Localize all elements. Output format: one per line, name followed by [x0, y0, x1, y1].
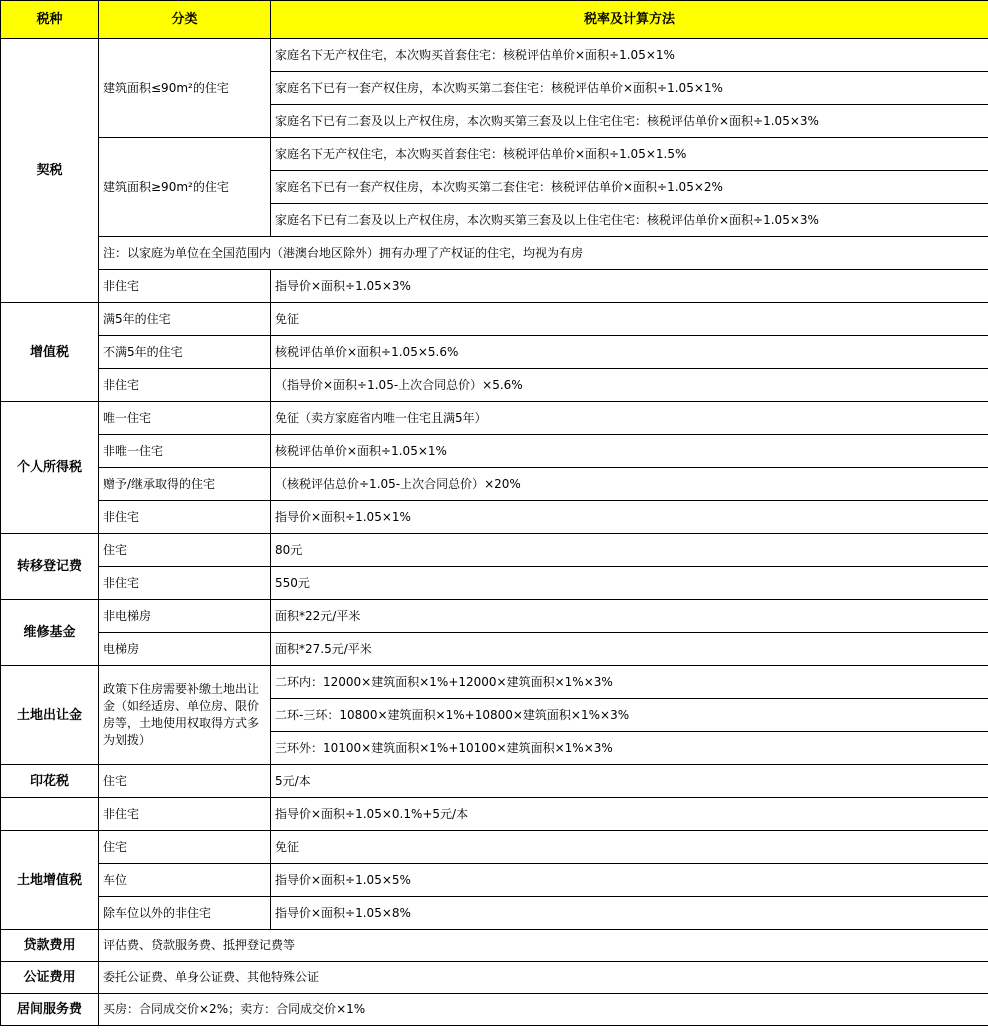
header-tax-type: 税种 — [1, 1, 99, 39]
rate-cell: 指导价×面积÷1.05×1% — [271, 501, 988, 534]
fee-detail-cell: 委托公证费、单身公证费、其他特殊公证 — [99, 962, 988, 994]
header-row — [1, 1, 988, 39]
rate-cell: 免征 — [271, 831, 988, 864]
header-category: 分类 — [99, 1, 271, 39]
table-row — [1, 39, 988, 72]
table-row — [1, 994, 988, 1026]
table-row — [1, 962, 988, 994]
rate-cell: 家庭名下已有二套及以上产权住房，本次购买第三套及以上住宅住宅：核税评估单价×面积÷1.05×3% — [271, 105, 988, 138]
rate-cell: 5元/本 — [271, 765, 988, 798]
table-row — [1, 435, 988, 468]
tax-name-transfer: 转移登记费 — [1, 534, 99, 600]
rate-cell: （核税评估总价÷1.05-上次合同总价）×20% — [271, 468, 988, 501]
category-cell: 非住宅 — [99, 567, 271, 600]
category-cell: 满5年的住宅 — [99, 303, 271, 336]
tax-name-loan: 贷款费用 — [1, 930, 99, 962]
table-row — [1, 369, 988, 402]
empty-cell — [1, 798, 99, 831]
rate-cell: 指导价×面积÷1.05×3% — [271, 270, 988, 303]
rate-cell: 二环-三环：10800×建筑面积×1%+10800×建筑面积×1%×3% — [271, 699, 988, 732]
table-row — [1, 567, 988, 600]
table-row — [1, 336, 988, 369]
category-cell: 唯一住宅 — [99, 402, 271, 435]
category-cell: 除车位以外的非住宅 — [99, 897, 271, 930]
rate-cell: 二环内：12000×建筑面积×1%+12000×建筑面积×1%×3% — [271, 666, 988, 699]
header-rate-method: 税率及计算方法 — [271, 1, 988, 39]
table-row — [1, 270, 988, 303]
rate-cell: 550元 — [271, 567, 988, 600]
tax-name-land-vat: 土地增值税 — [1, 831, 99, 930]
category-cell: 电梯房 — [99, 633, 271, 666]
category-cell: 政策下住房需要补缴土地出让金（如经适房、单位房、限价房等，土地使用权取得方式多为划拨） — [99, 666, 271, 765]
rate-cell: 家庭名下已有一套产权住房，本次购买第二套住宅：核税评估单价×面积÷1.05×1% — [271, 72, 988, 105]
tax-name-vat: 增值税 — [1, 303, 99, 402]
table-row — [1, 765, 988, 798]
rate-cell: 核税评估单价×面积÷1.05×1% — [271, 435, 988, 468]
rate-cell: 面积*27.5元/平米 — [271, 633, 988, 666]
rate-cell: （指导价×面积÷1.05-上次合同总价）×5.6% — [271, 369, 988, 402]
table-row — [1, 303, 988, 336]
fee-detail-cell: 买房：合同成交价×2%；卖方：合同成交价×1% — [99, 994, 988, 1026]
table-row — [1, 798, 988, 831]
tax-name-agency: 居间服务费 — [1, 994, 99, 1026]
deed-note: 注：以家庭为单位在全国范围内（港澳台地区除外）拥有办理了产权证的住宅，均视为有房 — [99, 237, 988, 270]
table-row — [1, 831, 988, 864]
rate-cell: 家庭名下无产权住宅，本次购买首套住宅：核税评估单价×面积÷1.05×1.5% — [271, 138, 988, 171]
category-cell: 住宅 — [99, 831, 271, 864]
rate-cell: 面积*22元/平米 — [271, 600, 988, 633]
category-cell: 住宅 — [99, 765, 271, 798]
rate-cell: 指导价×面积÷1.05×0.1%+5元/本 — [271, 798, 988, 831]
tax-name-notary: 公证费用 — [1, 962, 99, 994]
tax-name-income: 个人所得税 — [1, 402, 99, 534]
table-row — [1, 600, 988, 633]
tax-name-stamp: 印花税 — [1, 765, 99, 798]
rate-cell: 免征（卖方家庭省内唯一住宅且满5年） — [271, 402, 988, 435]
rate-cell: 家庭名下已有二套及以上产权住房，本次购买第三套及以上住宅住宅：核税评估单价×面积÷1.05×3% — [271, 204, 988, 237]
table-row — [1, 402, 988, 435]
table-row — [1, 138, 988, 171]
category-cell: 非唯一住宅 — [99, 435, 271, 468]
tax-name-land-grant: 土地出让金 — [1, 666, 99, 765]
category-cell: 赠予/继承取得的住宅 — [99, 468, 271, 501]
category-cell: 非电梯房 — [99, 600, 271, 633]
rate-cell: 三环外：10100×建筑面积×1%+10100×建筑面积×1%×3% — [271, 732, 988, 765]
rate-cell: 家庭名下已有一套产权住房，本次购买第二套住宅：核税评估单价×面积÷1.05×2% — [271, 171, 988, 204]
category-cell: 非住宅 — [99, 798, 271, 831]
tax-name-maintenance: 维修基金 — [1, 600, 99, 666]
category-cell: 不满5年的住宅 — [99, 336, 271, 369]
table-row — [1, 534, 988, 567]
fee-detail-cell: 评估费、贷款服务费、抵押登记费等 — [99, 930, 988, 962]
rate-cell: 核税评估单价×面积÷1.05×5.6% — [271, 336, 988, 369]
rate-cell: 免征 — [271, 303, 988, 336]
category-cell: 建筑面积≥90m²的住宅 — [99, 138, 271, 237]
table-row — [1, 666, 988, 699]
rate-cell: 指导价×面积÷1.05×5% — [271, 864, 988, 897]
rate-cell: 80元 — [271, 534, 988, 567]
category-cell: 非住宅 — [99, 501, 271, 534]
table-row — [1, 468, 988, 501]
rate-cell: 家庭名下无产权住宅，本次购买首套住宅：核税评估单价×面积÷1.05×1% — [271, 39, 988, 72]
category-cell: 建筑面积≤90m²的住宅 — [99, 39, 271, 138]
tax-name-deed: 契税 — [1, 39, 99, 303]
category-cell: 非住宅 — [99, 369, 271, 402]
table-row — [1, 633, 988, 666]
rate-cell: 指导价×面积÷1.05×8% — [271, 897, 988, 930]
table-row — [1, 897, 988, 930]
table-row — [1, 930, 988, 962]
category-cell: 住宅 — [99, 534, 271, 567]
table-row — [1, 501, 988, 534]
table-row — [1, 237, 988, 270]
category-cell: 车位 — [99, 864, 271, 897]
category-cell: 非住宅 — [99, 270, 271, 303]
table-row — [1, 864, 988, 897]
